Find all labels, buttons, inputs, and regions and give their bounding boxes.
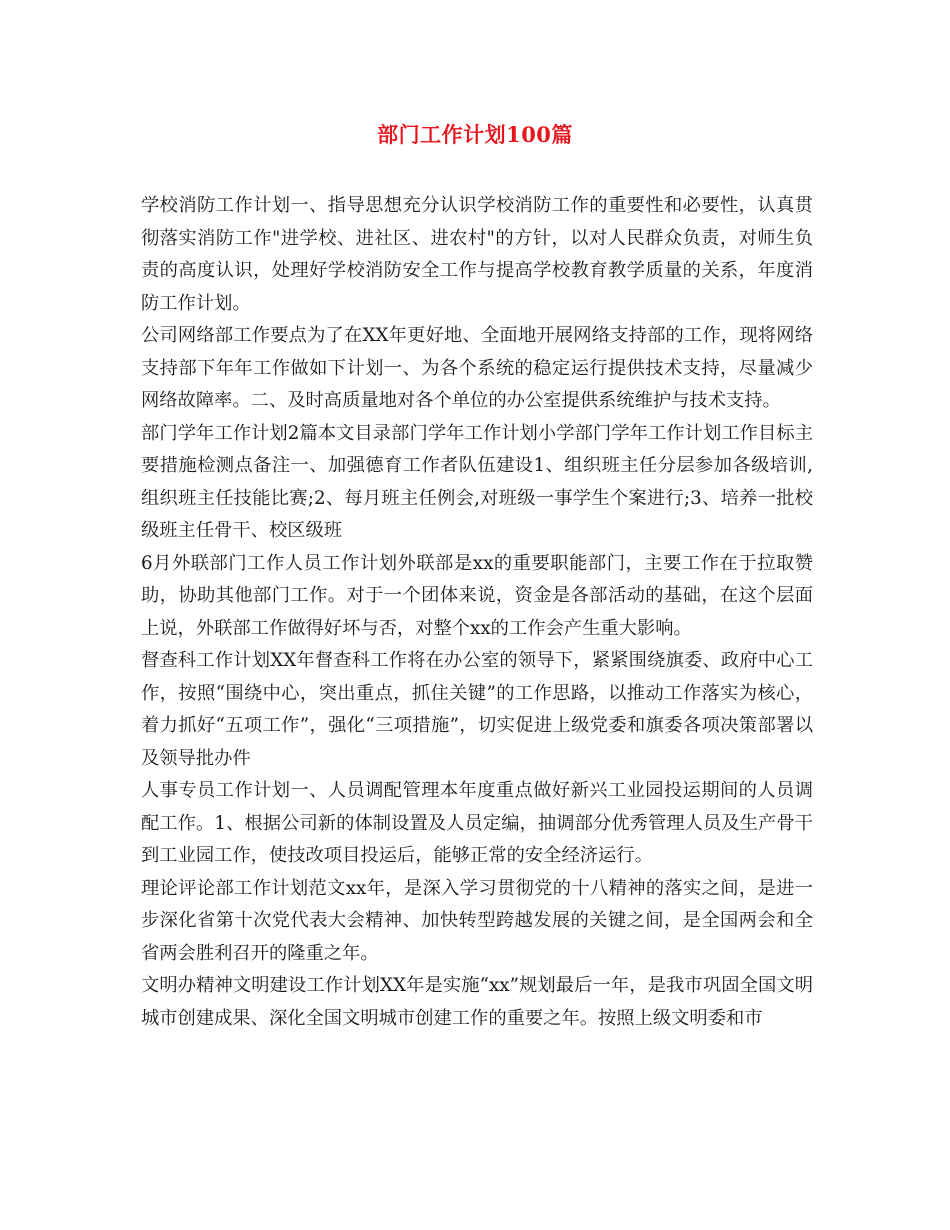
paragraph-civilization-office-plan: 文明办精神文明建设工作计划XX年是实施“xx”规划最后一年，是我市巩固全国文明城市创建成果、深化全国文明城市创建工作的重要之年。按照上级文明委和市 bbox=[141, 975, 813, 1029]
paragraph-network-department-plan: 公司网络部工作要点为了在XX年更好地、全面地开展网络支持部的工作，现将网络支持部下年年工作做如下计划一、为各个系统的稳定运行提供技术支持，尽量减少网络故障率。二、及时高质量地对各个单位的办公室提供系统维护与技术支持。 bbox=[141, 325, 813, 411]
paragraph-supervision-plan: 督查科工作计划XX年督查科工作将在办公室的领导下，紧紧围绕旗委、政府中心工作，按照“围绕中心，突出重点，抓住关键”的工作思路，以推动工作落实为核心，着力抓好“五项工作”，强化“三项措施”，切实促进上级党委和旗委各项决策部署以及领导批办件 bbox=[141, 650, 813, 769]
paragraph-fire-safety-plan: 学校消防工作计划一、指导思想充分认识学校消防工作的重要性和必要性，认真贯彻落实消防工作"进学校、进社区、进农村"的方针，以对人民群众负责，对师生负责的高度认识，处理好学校消防安全工作与提高学校教育教学质量的关系，年度消防工作计划。 bbox=[141, 195, 813, 314]
paragraph-external-relations-plan: 6月外联部门工作人员工作计划外联部是xx的重要职能部门，主要工作在于拉取赞助，协助其他部门工作。对于一个团体来说，资金是各部活动的基础，在这个层面上说，外联部工作做得好坏与否，对整个xx的工作会产生重大影响。 bbox=[141, 552, 813, 639]
document-body bbox=[141, 190, 813, 1035]
paragraph-hr-specialist-plan: 人事专员工作计划一、人员调配管理本年度重点做好新兴工业园投运期间的人员调配工作。1、根据公司新的体制设置及人员定编，抽调部分优秀管理人员及生产骨干到工业园工作，使技改项目投运后，能够正常的安全经济运行。 bbox=[141, 780, 813, 866]
document-title: 部门工作计划100篇 bbox=[377, 122, 573, 147]
paragraph-theory-commentary-plan: 理论评论部工作计划范文xx年，是深入学习贯彻党的十八精神的落实之间，是进一步深化省第十次党代表大会精神、加快转型跨越发展的关键之间，是全国两会和全省两会胜利召开的隆重之年。 bbox=[141, 877, 813, 964]
paragraph-school-year-plan: 部门学年工作计划2篇本文目录部门学年工作计划小学部门学年工作计划工作目标主要措施检测点备注一、加强德育工作者队伍建设1、组织班主任分层参加各级培训,组织班主任技能比赛;2、每月班主任例会,对班级一事学生个案进行;3、培养一批校级班主任骨干、校区级班 bbox=[141, 422, 813, 541]
